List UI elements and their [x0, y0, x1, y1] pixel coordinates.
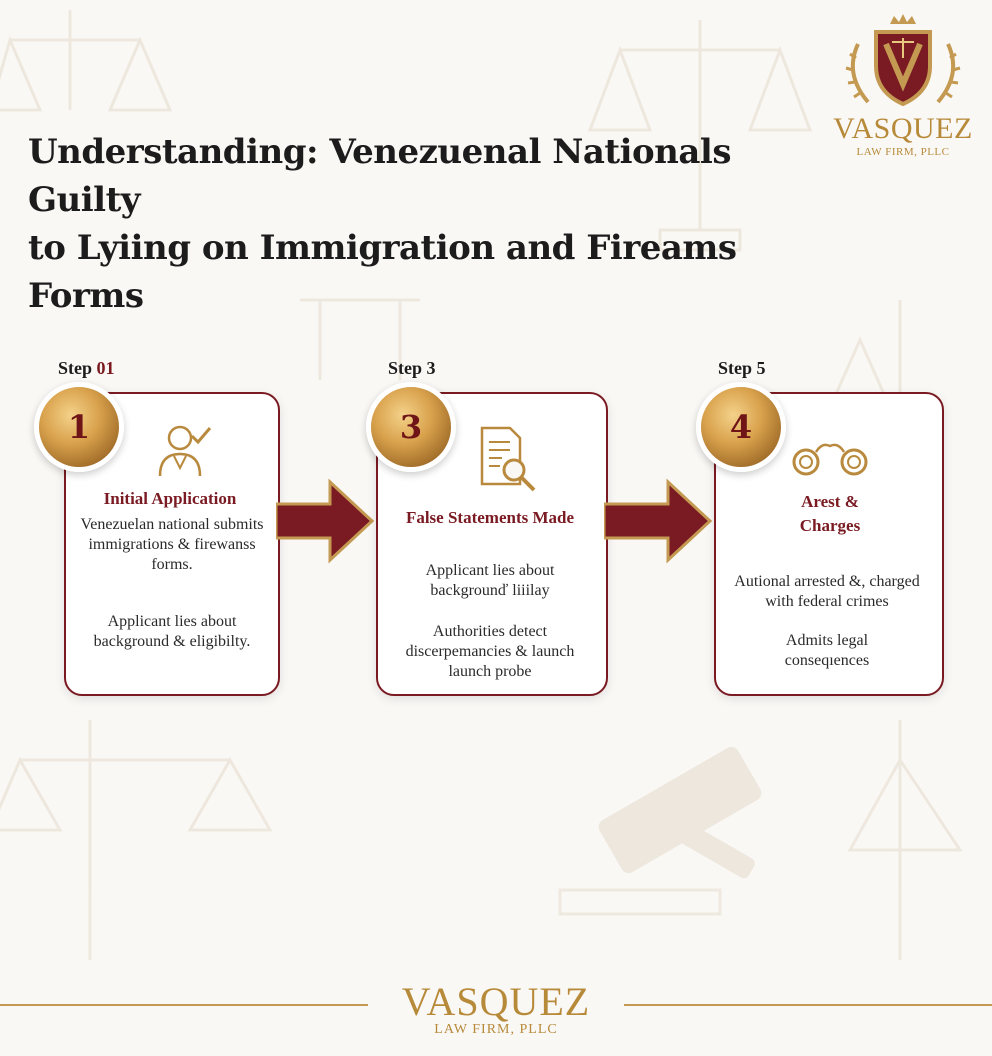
document-search-icon	[476, 424, 540, 494]
handcuffs-icon	[790, 438, 870, 478]
step-badge-2: 3	[366, 382, 456, 472]
step-badge-3: 4	[696, 382, 786, 472]
step-badge-1: 1	[34, 382, 124, 472]
shield-crest-icon	[828, 14, 978, 114]
footer-logo-subtitle: LAW FIRM, PLLC	[434, 1022, 558, 1037]
footer-divider-left	[0, 1004, 368, 1006]
step-title-1: Initial Application	[103, 489, 237, 508]
person-check-icon	[156, 420, 212, 478]
step-text-2a: Applicant lies about backgrounď liiilay	[425, 562, 555, 599]
logo-name: VASQUEZ	[833, 112, 973, 145]
step-label-2: Step 3	[388, 358, 436, 378]
arrow-right-icon	[604, 478, 714, 564]
step-text-2b: Authorities detect discerpemancies & launch launch probe	[405, 623, 575, 680]
step-text-3b: Admits legal conseqıences	[784, 632, 870, 669]
step-title-2: False Statements Made	[405, 508, 575, 527]
firm-logo	[828, 14, 978, 164]
step-text-1b: Applicant lies about background & eligibilty.	[93, 613, 251, 650]
footer-logo-name: VASQUEZ	[401, 979, 591, 1024]
step-text-1a: Venezuelan national submits immigrations & firewanss forms.	[80, 516, 264, 573]
page-title	[28, 128, 848, 320]
page-title-line-1: Understanding: Venezuenal Nationals Guilty	[28, 132, 731, 220]
step-title-3: Arest & Charges	[799, 492, 861, 535]
logo-subtitle: LAW FIRM, PLLC	[856, 146, 950, 158]
page-title-line-2: to Lyiing on Immigration and Fireams Forms	[28, 228, 737, 316]
arrow-right-icon	[276, 478, 374, 564]
footer-divider-right	[624, 1004, 992, 1006]
step-label-3: Step 5	[718, 358, 766, 378]
step-text-3a: Autional arrested &, charged with federal crimes	[734, 573, 920, 610]
step-label-1: Step 01	[58, 358, 115, 378]
